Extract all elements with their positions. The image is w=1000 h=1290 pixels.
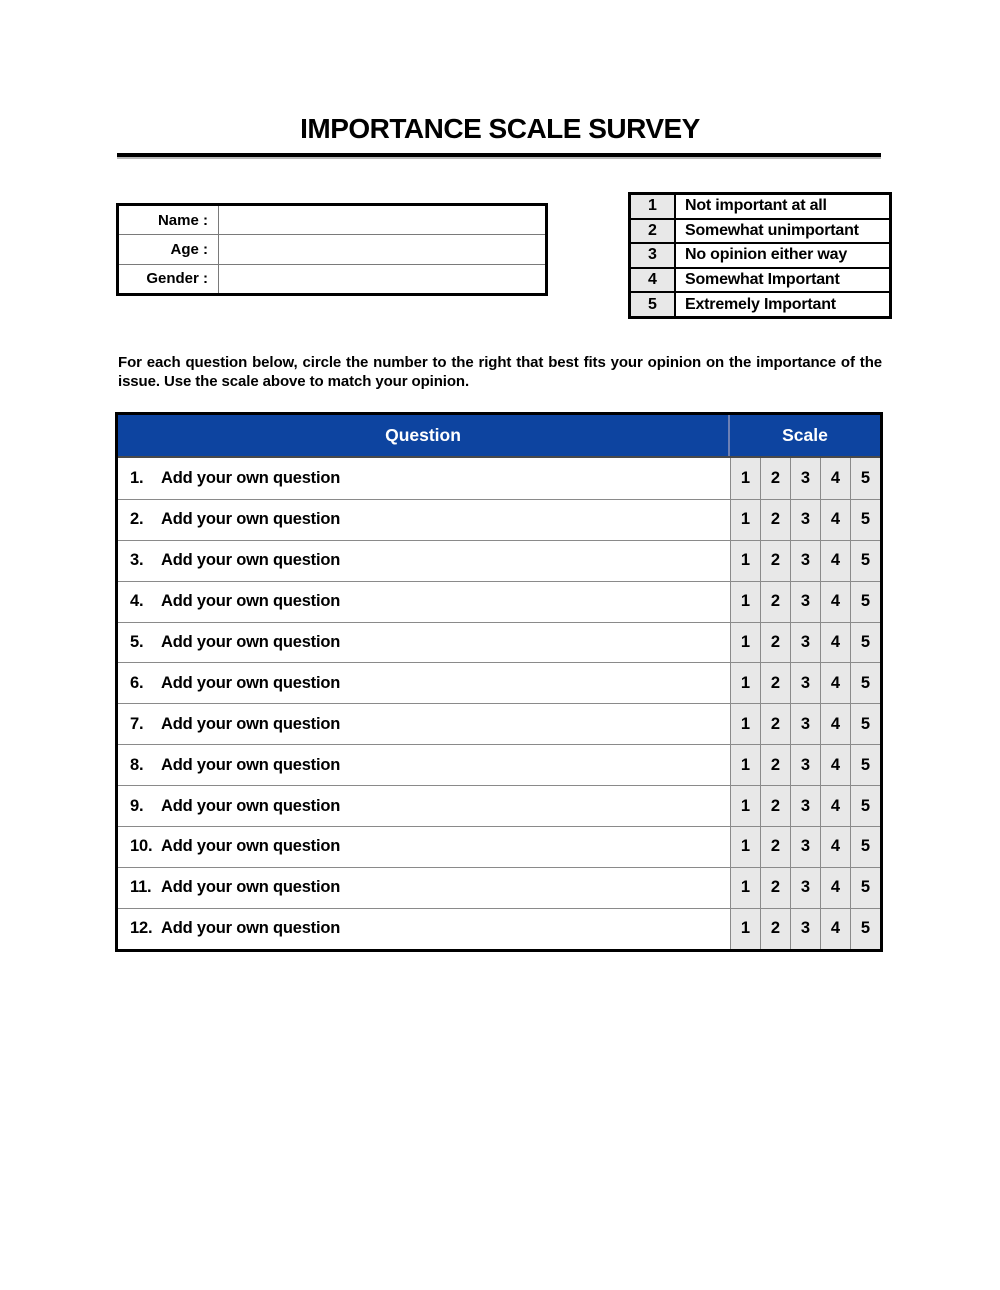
- scale-option-2[interactable]: 2: [760, 786, 790, 826]
- question-cell: [118, 663, 730, 703]
- question-row: [118, 826, 880, 867]
- scale-option-4[interactable]: 4: [820, 623, 850, 663]
- legend-value: 1: [631, 195, 676, 218]
- scale-option-4[interactable]: 4: [820, 786, 850, 826]
- scale-option-4[interactable]: 4: [820, 868, 850, 908]
- question-text: Add your own question: [161, 510, 341, 529]
- gender-label: Gender :: [119, 265, 219, 293]
- scale-option-4[interactable]: 4: [820, 500, 850, 540]
- question-row: [118, 499, 880, 540]
- scale-option-1[interactable]: 1: [730, 745, 760, 785]
- question-cell: [118, 745, 730, 785]
- scale-option-5[interactable]: 5: [850, 704, 880, 744]
- question-cell: [118, 786, 730, 826]
- legend-value: 4: [631, 269, 676, 292]
- scale-option-5[interactable]: 5: [850, 745, 880, 785]
- legend-value: 2: [631, 220, 676, 243]
- question-text: Add your own question: [161, 919, 341, 938]
- scale-option-4[interactable]: 4: [820, 704, 850, 744]
- page-title: IMPORTANCE SCALE SURVEY: [300, 113, 700, 144]
- question-row: [118, 744, 880, 785]
- scale-option-3[interactable]: 3: [790, 868, 820, 908]
- scale-option-1[interactable]: 1: [730, 582, 760, 622]
- scale-option-3[interactable]: 3: [790, 786, 820, 826]
- scale-option-5[interactable]: 5: [850, 663, 880, 703]
- question-row: [118, 703, 880, 744]
- scale-option-1[interactable]: 1: [730, 786, 760, 826]
- legend-row: [631, 218, 889, 243]
- age-input[interactable]: [219, 235, 545, 263]
- question-number: 4.: [130, 592, 144, 611]
- scale-option-3[interactable]: 3: [790, 663, 820, 703]
- scale-option-3[interactable]: 3: [790, 909, 820, 949]
- question-cell: [118, 458, 730, 499]
- scale-option-2[interactable]: 2: [760, 909, 790, 949]
- scale-option-3[interactable]: 3: [790, 582, 820, 622]
- question-column-header: Question: [118, 415, 730, 456]
- question-row: [118, 908, 880, 949]
- question-row: [118, 867, 880, 908]
- question-text: Add your own question: [161, 837, 341, 856]
- scale-option-1[interactable]: 1: [730, 623, 760, 663]
- scale-option-5[interactable]: 5: [850, 909, 880, 949]
- question-text: Add your own question: [161, 714, 341, 733]
- survey-rows: [118, 458, 880, 949]
- scale-option-2[interactable]: 2: [760, 868, 790, 908]
- scale-option-3[interactable]: 3: [790, 704, 820, 744]
- legend-row: [631, 195, 889, 218]
- question-text: Add your own question: [161, 878, 341, 897]
- survey-table: [115, 412, 883, 952]
- question-row: [118, 662, 880, 703]
- scale-option-5[interactable]: 5: [850, 582, 880, 622]
- scale-option-4[interactable]: 4: [820, 663, 850, 703]
- question-number: 12.: [130, 919, 153, 938]
- question-cell: [118, 704, 730, 744]
- question-number: 10.: [130, 837, 153, 856]
- legend-label: Extremely Important: [685, 295, 836, 313]
- scale-option-3[interactable]: 3: [790, 541, 820, 581]
- question-cell: [118, 868, 730, 908]
- gender-row: [119, 264, 545, 293]
- scale-option-2[interactable]: 2: [760, 541, 790, 581]
- scale-option-2[interactable]: 2: [760, 827, 790, 867]
- question-number: 3.: [130, 551, 144, 570]
- scale-column-header: Scale: [782, 425, 828, 445]
- legend-label: Not important at all: [685, 197, 827, 215]
- legend-row: [631, 242, 889, 267]
- age-label: Age :: [119, 235, 219, 263]
- scale-option-4[interactable]: 4: [820, 541, 850, 581]
- question-row: [118, 581, 880, 622]
- scale-option-3[interactable]: 3: [790, 827, 820, 867]
- scale-option-2[interactable]: 2: [760, 500, 790, 540]
- scale-legend-table: [628, 192, 892, 319]
- scale-option-3[interactable]: 3: [790, 623, 820, 663]
- question-cell: [118, 909, 730, 949]
- scale-option-5[interactable]: 5: [850, 827, 880, 867]
- scale-option-5[interactable]: 5: [850, 500, 880, 540]
- scale-option-3[interactable]: 3: [790, 745, 820, 785]
- scale-option-1[interactable]: 1: [730, 827, 760, 867]
- legend-value: 5: [631, 293, 676, 316]
- question-cell: [118, 500, 730, 540]
- scale-option-2[interactable]: 2: [760, 704, 790, 744]
- question-row: [118, 540, 880, 581]
- scale-option-2[interactable]: 2: [760, 623, 790, 663]
- legend-label: Somewhat Important: [685, 271, 840, 289]
- age-row: [119, 234, 545, 263]
- question-cell: [118, 582, 730, 622]
- scale-option-5[interactable]: 5: [850, 541, 880, 581]
- respondent-info-table: [116, 203, 548, 296]
- question-text: Add your own question: [161, 796, 341, 815]
- scale-option-1[interactable]: 1: [730, 541, 760, 581]
- scale-option-5[interactable]: 5: [850, 868, 880, 908]
- question-number: 8.: [130, 755, 144, 774]
- scale-option-5[interactable]: 5: [850, 786, 880, 826]
- scale-option-5[interactable]: 5: [850, 623, 880, 663]
- question-row: [118, 458, 880, 499]
- gender-input[interactable]: [219, 265, 545, 293]
- scale-option-4[interactable]: 4: [820, 458, 850, 499]
- question-text: Add your own question: [161, 551, 341, 570]
- scale-option-1[interactable]: 1: [730, 500, 760, 540]
- survey-table-header: [118, 415, 880, 458]
- question-number: 1.: [130, 468, 144, 487]
- legend-row: [631, 291, 889, 316]
- scale-option-5[interactable]: 5: [850, 458, 880, 499]
- question-number: 9.: [130, 796, 144, 815]
- question-cell: [118, 827, 730, 867]
- scale-option-1[interactable]: 1: [730, 704, 760, 744]
- question-number: 11.: [130, 878, 152, 897]
- question-text: Add your own question: [161, 755, 341, 774]
- legend-row: [631, 267, 889, 292]
- name-label: Name :: [119, 206, 219, 234]
- question-number: 7.: [130, 714, 144, 733]
- scale-option-4[interactable]: 4: [820, 582, 850, 622]
- scale-option-1[interactable]: 1: [730, 663, 760, 703]
- scale-option-3[interactable]: 3: [790, 458, 820, 499]
- question-text: Add your own question: [161, 468, 341, 487]
- scale-option-1[interactable]: 1: [730, 868, 760, 908]
- title-rule: [117, 153, 881, 157]
- scale-option-4[interactable]: 4: [820, 745, 850, 785]
- scale-option-2[interactable]: 2: [760, 663, 790, 703]
- question-row: [118, 785, 880, 826]
- question-cell: [118, 623, 730, 663]
- question-text: Add your own question: [161, 633, 341, 651]
- scale-option-1[interactable]: 1: [730, 458, 760, 499]
- scale-option-4[interactable]: 4: [820, 827, 850, 867]
- name-row: [119, 206, 545, 234]
- legend-label: Somewhat unimportant: [685, 221, 859, 239]
- legend-label: No opinion either way: [685, 246, 848, 264]
- scale-option-4[interactable]: 4: [820, 909, 850, 949]
- scale-option-2[interactable]: 2: [760, 745, 790, 785]
- instructions-text: For each question below, circle the number to the right that best fits your opinion on the importance of the issue. Use the scale above to match your opinion.: [118, 354, 882, 390]
- scale-option-2[interactable]: 2: [760, 458, 790, 499]
- question-number: 5.: [130, 633, 144, 651]
- question-cell: [118, 541, 730, 581]
- question-text: Add your own question: [161, 673, 341, 692]
- question-number: 2.: [130, 510, 144, 529]
- legend-value: 3: [631, 244, 676, 267]
- question-row: [118, 622, 880, 663]
- scale-option-1[interactable]: 1: [730, 909, 760, 949]
- question-text: Add your own question: [161, 592, 341, 611]
- name-input[interactable]: [219, 206, 545, 234]
- scale-option-2[interactable]: 2: [760, 582, 790, 622]
- question-number: 6.: [130, 673, 144, 692]
- scale-option-3[interactable]: 3: [790, 500, 820, 540]
